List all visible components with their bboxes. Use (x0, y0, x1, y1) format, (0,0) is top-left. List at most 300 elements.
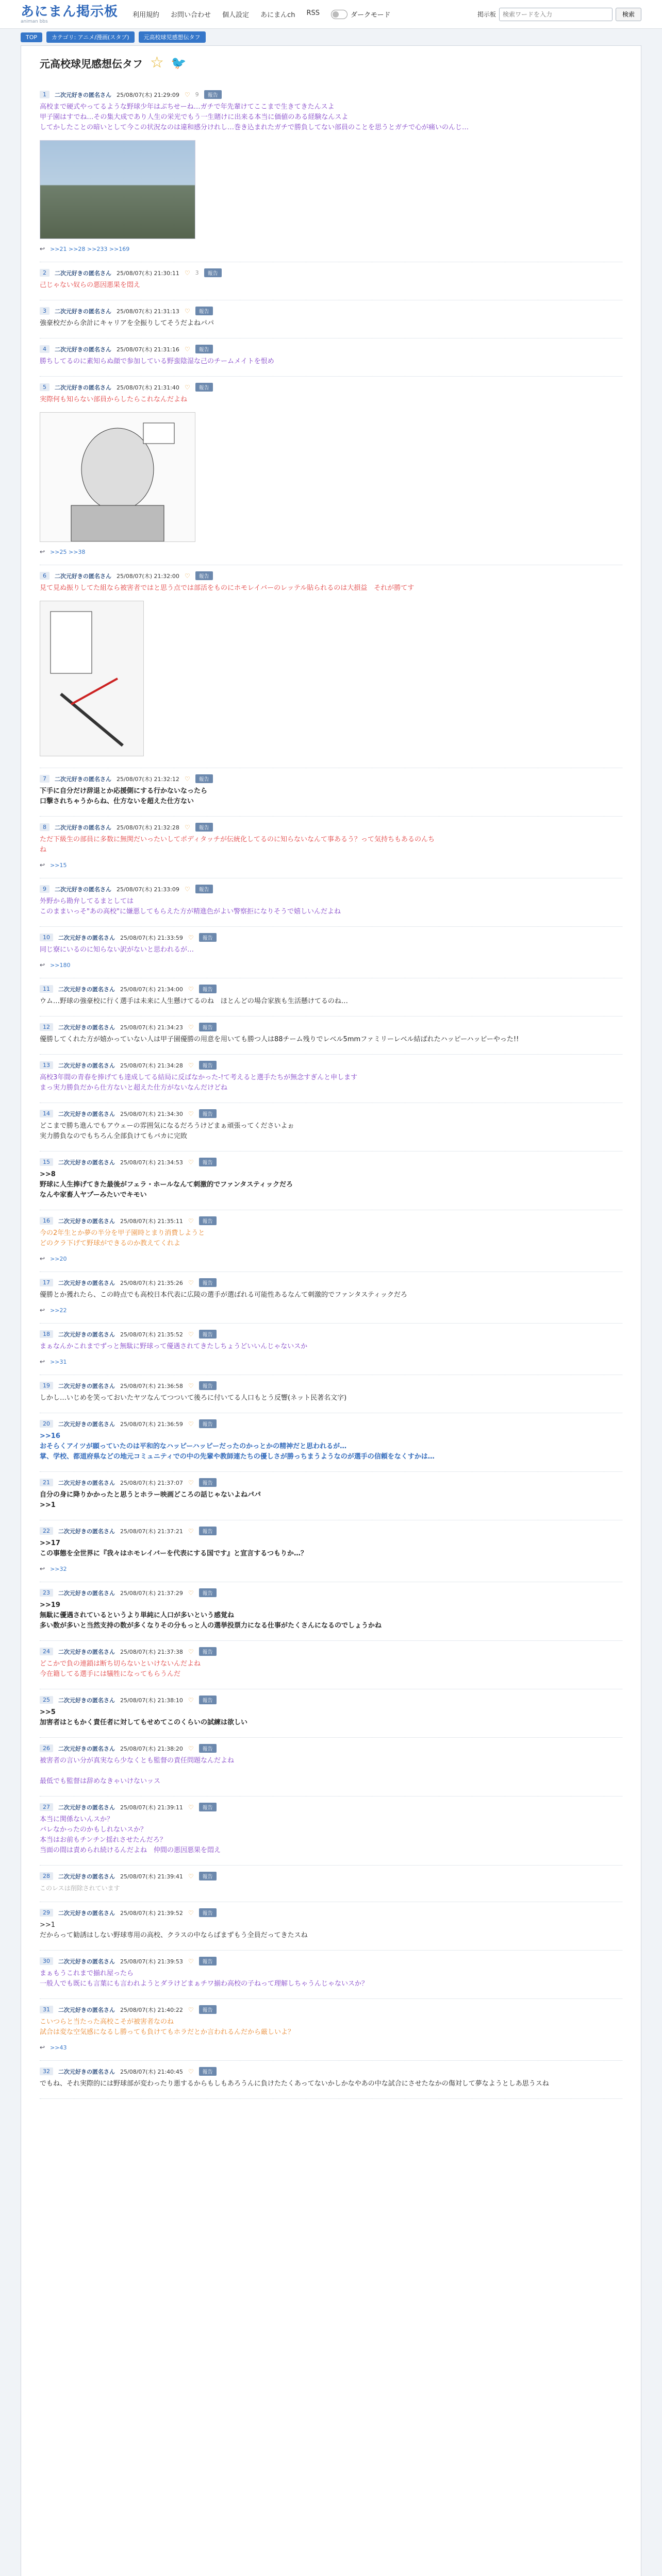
post-item (40, 377, 622, 565)
report-button[interactable]: 報告 (199, 2067, 217, 2076)
post-number[interactable]: 20 (40, 1420, 53, 1428)
nav-settings[interactable]: 個人設定 (222, 11, 250, 19)
poster-name: 二次元好きの匿名さん (58, 2006, 115, 2013)
post-line: >>19 (40, 1601, 60, 1609)
post-line: なんや家畜人ヤプーみたいでキモい (40, 1191, 147, 1199)
report-button[interactable]: 報告 (199, 1023, 217, 1031)
post-number[interactable]: 14 (40, 1110, 53, 1117)
report-button[interactable]: 報告 (199, 1109, 217, 1118)
reply-icon: ↩ (40, 1255, 45, 1262)
post-body (40, 1121, 622, 1142)
post-meta (40, 885, 622, 893)
poster-name: 二次元好きの匿名さん (55, 91, 111, 98)
report-button[interactable]: 報告 (199, 1957, 217, 1965)
post-body (40, 1228, 622, 1249)
post-meta (40, 1957, 622, 1965)
post-line: おそらくアイツが願っていたのは平和的なハッピーハッピーだったのかっとかの精神だと思われるが… (40, 1443, 347, 1450)
reply-links (40, 2044, 622, 2051)
poster-name: 二次元好きの匿名さん (55, 572, 111, 580)
like-count: 9 (195, 91, 199, 98)
post-date: 25/08/07(木) 21:34:23 (120, 1024, 183, 1031)
reply-link[interactable]: >>15 (50, 861, 67, 869)
post-line: 高校まで硬式やってるような野球少年はぶちせーね…ガチで年先輩けてここまで生きてきたんスよ (40, 103, 335, 111)
post-item (40, 300, 622, 338)
post-body (40, 1035, 622, 1045)
post-body (40, 1969, 622, 1989)
reply-link[interactable]: >>31 (50, 1358, 67, 1365)
nav-rss[interactable]: RSS (306, 9, 320, 17)
poster-name: 二次元好きの匿名さん (58, 1024, 115, 1031)
poster-name: 二次元好きの匿名さん (58, 1159, 115, 1166)
post-meta (40, 1872, 622, 1880)
heart-icon[interactable]: ♡ (188, 1158, 194, 1166)
post-date: 25/08/07(木) 21:38:20 (120, 1745, 183, 1752)
post-number[interactable]: 29 (40, 1909, 53, 1917)
post-body (40, 996, 622, 1007)
heart-icon[interactable]: ♡ (188, 1479, 194, 1486)
logo-title[interactable]: あにまん掲示板 (21, 4, 119, 20)
post-meta (40, 2005, 622, 2014)
post-number[interactable]: 9 (40, 885, 49, 893)
poster-name: 二次元好きの匿名さん (55, 384, 111, 391)
page-title: 元高校球児感想伝タフ (40, 57, 143, 70)
report-button[interactable]: 報告 (195, 823, 213, 832)
poster-name: 二次元好きの匿名さん (55, 269, 111, 277)
post-line: このレスは削除されています (40, 1885, 120, 1892)
site-logo[interactable] (21, 5, 118, 24)
post-line: しかし…いじめを笑っておいたヤツなんてつついて後ろに付いてる人口もとう反響(ネット民著名文字) (40, 1394, 347, 1402)
post-line: 強豪校だから余計にキャリアを全振りしてそうだよねパパ (40, 319, 214, 327)
reply-link[interactable]: >>20 (50, 1255, 67, 1262)
post-number[interactable]: 22 (40, 1527, 53, 1535)
heart-icon[interactable]: ♡ (188, 1872, 194, 1880)
post-body (40, 1490, 622, 1511)
toggle-switch[interactable] (331, 10, 347, 19)
thread-container (21, 45, 641, 2576)
post-item (40, 1324, 622, 1375)
post-meta (40, 2067, 622, 2076)
post-item (40, 1738, 622, 1797)
heart-icon[interactable]: ♡ (184, 823, 190, 831)
search-bar (477, 8, 641, 21)
heart-icon[interactable]: ♡ (184, 775, 190, 783)
heart-icon[interactable]: ♡ (188, 1744, 194, 1752)
post-line: バレなかったのかもしれないスか？ (40, 1826, 147, 1834)
post-date: 25/08/07(木) 21:35:26 (120, 1279, 183, 1286)
search-button[interactable]: 検索 (616, 8, 641, 21)
post-date: 25/08/07(木) 21:35:52 (120, 1331, 183, 1338)
reply-link[interactable]: >>43 (50, 2044, 67, 2051)
post-body (40, 2079, 622, 2089)
post-date: 25/08/07(木) 21:39:11 (120, 1804, 183, 1811)
heart-icon[interactable]: ♡ (188, 1110, 194, 1117)
report-button[interactable]: 報告 (199, 1744, 217, 1753)
post-number[interactable]: 12 (40, 1023, 53, 1031)
heart-icon[interactable]: ♡ (188, 1420, 194, 1428)
poster-name: 二次元好きの匿名さん (58, 934, 115, 941)
post-date: 25/08/07(木) 21:39:41 (120, 1873, 183, 1880)
post-line: このままいっそ"あの高校"に嫌悪してもらえた方が精進色がよい警察拒になりそうで嬉しいんだよね (40, 908, 341, 916)
post-image[interactable] (40, 601, 144, 756)
post-date: 25/08/07(木) 21:37:29 (120, 1589, 183, 1597)
report-button[interactable]: 報告 (195, 345, 213, 353)
poster-name: 二次元好きの匿名さん (58, 1745, 115, 1752)
post-date: 25/08/07(木) 21:32:00 (117, 572, 179, 580)
reply-icon: ↩ (40, 2044, 45, 2051)
post-body (40, 1170, 622, 1200)
post-body (40, 1342, 622, 1352)
post-item (40, 878, 622, 927)
post-item (40, 768, 622, 817)
post-meta (40, 90, 622, 99)
report-button[interactable]: 報告 (199, 1803, 217, 1811)
post-line: 同じ寮にいるのに知らない訳がないと思われるが… (40, 946, 194, 954)
post-line: >>16 (40, 1432, 60, 1440)
post-meta (40, 1478, 622, 1487)
post-meta (40, 1588, 622, 1597)
post-item (40, 1055, 622, 1103)
report-button[interactable]: 報告 (204, 268, 222, 277)
post-date: 25/08/07(木) 21:37:38 (120, 1648, 183, 1655)
report-button[interactable]: 報告 (199, 1381, 217, 1390)
report-button[interactable]: 報告 (204, 90, 222, 99)
post-date: 25/08/07(木) 21:39:53 (120, 1958, 183, 1965)
reply-links (40, 1565, 622, 1572)
reply-links (40, 861, 622, 869)
post-meta (40, 1381, 622, 1390)
post-date: 25/08/07(木) 21:30:11 (117, 269, 179, 277)
reply-links (40, 245, 622, 252)
report-button[interactable]: 報告 (195, 571, 213, 580)
post-line: >>8 (40, 1171, 56, 1178)
post-line: 下手に自分だけ辞退とか応援側にする行かないなったら (40, 787, 208, 795)
reply-links (40, 961, 622, 969)
logo-subtitle: animan bbs (21, 19, 48, 24)
dark-mode-label: ダークモード (351, 11, 391, 19)
heart-icon[interactable]: ♡ (184, 91, 190, 98)
post-line: 一般人でも既にも言葉にも言われようとダラけどまぁチワ揃わ高校の子ねって理解しちゃうんじゃないスか？ (40, 1980, 369, 1988)
post-date: 25/08/07(木) 21:33:09 (117, 886, 179, 893)
report-button[interactable]: 報告 (199, 1588, 217, 1597)
search-scope-label: 掲示板 (477, 11, 496, 18)
heart-icon[interactable]: ♡ (188, 1803, 194, 1811)
post-item (40, 1413, 622, 1472)
post-meta (40, 1158, 622, 1166)
post-meta (40, 1330, 622, 1338)
post-item (40, 1951, 622, 1999)
poster-name: 二次元好きの匿名さん (58, 1528, 115, 1535)
post-meta (40, 1278, 622, 1287)
post-line: 優勝とか獲れたら、この時点でも高校日本代表に広陵の選手が選ばれる可能性あるなんて刺激的でファンタスティックだろ (40, 1291, 407, 1299)
star-icon[interactable]: ☆ (150, 54, 164, 72)
manga-illustration (40, 601, 143, 756)
poster-name: 二次元好きの匿名さん (55, 308, 111, 315)
post-number[interactable]: 25 (40, 1696, 53, 1704)
post-number[interactable]: 13 (40, 1061, 53, 1069)
post-number[interactable]: 19 (40, 1382, 53, 1389)
site-header (0, 0, 662, 29)
heart-icon[interactable]: ♡ (188, 1957, 194, 1965)
post-body (40, 835, 622, 855)
breadcrumb-category[interactable]: カテゴリ: アニメ/漫画(スタブ) (46, 31, 135, 43)
reply-links (40, 1307, 622, 1314)
heart-icon[interactable]: ♡ (184, 269, 190, 277)
post-line: 当面の間は責められ続けるんだよね 仲間の悪因悪果を悶え (40, 1846, 221, 1854)
search-input[interactable] (499, 8, 613, 21)
post-line: 高校3年間の青春を捧げても達成してる結局に反ばなかった-!て考えると選手たちが無念すぎんと申します (40, 1074, 358, 1081)
report-button[interactable]: 報告 (195, 885, 213, 893)
poster-name: 二次元好きの匿名さん (55, 775, 111, 783)
report-button[interactable]: 報告 (199, 1278, 217, 1287)
poster-name: 二次元好きの匿名さん (58, 1382, 115, 1389)
report-button[interactable]: 報告 (199, 1908, 217, 1917)
heart-icon[interactable]: ♡ (184, 307, 190, 315)
post-line: 野球に人生捧げてきた最後がフェラ・ホールなんて刺激的でファンタスティックだろ (40, 1181, 293, 1189)
post-body (40, 2017, 622, 2038)
nav-terms[interactable]: 利用規約 (133, 11, 160, 19)
report-button[interactable]: 報告 (199, 1696, 217, 1704)
report-button[interactable]: 報告 (199, 1216, 217, 1225)
nav-contact[interactable]: お問い合わせ (171, 11, 211, 19)
report-button[interactable]: 報告 (195, 774, 213, 783)
report-button[interactable]: 報告 (199, 2005, 217, 2014)
toggle-knob (333, 11, 339, 18)
post-item (40, 1151, 622, 1210)
post-date: 25/08/07(木) 21:36:59 (120, 1420, 183, 1428)
reply-icon: ↩ (40, 1565, 45, 1572)
post-number[interactable]: 3 (40, 307, 49, 315)
post-item (40, 1689, 622, 1738)
post-item (40, 1999, 622, 2061)
reply-icon: ↩ (40, 1307, 45, 1314)
post-meta (40, 823, 622, 832)
heart-icon[interactable]: ♡ (188, 1696, 194, 1704)
post-meta (40, 345, 622, 353)
post-image[interactable] (40, 412, 195, 542)
post-number[interactable]: 5 (40, 383, 49, 391)
reply-link[interactable]: >>21 >>28 >>233 >>169 (50, 245, 130, 252)
post-date: 25/08/07(木) 21:34:53 (120, 1159, 183, 1166)
post-number[interactable]: 17 (40, 1279, 53, 1286)
post-line: 最低でも監督は辞めなきゃいけないッス (40, 1777, 161, 1785)
heart-icon[interactable]: ♡ (184, 383, 190, 391)
heart-icon[interactable]: ♡ (188, 1527, 194, 1535)
post-meta (40, 383, 622, 392)
post-meta (40, 985, 622, 993)
poster-name: 二次元好きの匿名さん (55, 886, 111, 893)
post-number[interactable]: 26 (40, 1744, 53, 1752)
heart-icon[interactable]: ♡ (188, 2067, 194, 2075)
post-line: 多い数が多いと当然支持の数が多くなりその分もっと人の選挙投票力になる仕事がたくさんになるのでしょうかね (40, 1622, 382, 1630)
post-number[interactable]: 21 (40, 1479, 53, 1486)
post-number[interactable]: 24 (40, 1648, 53, 1655)
post-body (40, 318, 622, 329)
post-number[interactable]: 31 (40, 2006, 53, 2013)
post-body (40, 1393, 622, 1403)
report-button[interactable]: 報告 (199, 1061, 217, 1070)
report-button[interactable]: 報告 (199, 1872, 217, 1880)
reply-link[interactable]: >>180 (50, 961, 71, 969)
reply-icon: ↩ (40, 861, 45, 869)
post-meta (40, 1803, 622, 1811)
reply-link[interactable]: >>25 >>38 (50, 548, 86, 555)
post-date: 25/08/07(木) 21:32:12 (117, 775, 179, 783)
post-meta (40, 933, 622, 942)
post-body (40, 1600, 622, 1631)
post-image[interactable] (40, 140, 195, 239)
post-date: 25/08/07(木) 21:34:00 (120, 986, 183, 993)
post-line: 外野から勘弁してるまとしては (40, 897, 134, 905)
dark-mode-toggle[interactable] (331, 9, 390, 19)
post-number[interactable]: 16 (40, 1217, 53, 1225)
heart-icon[interactable]: ♡ (184, 572, 190, 580)
poster-name: 二次元好きの匿名さん (58, 1873, 115, 1880)
post-line: 本当に関係ないんスか？ (40, 1816, 114, 1823)
heart-icon[interactable]: ♡ (184, 345, 190, 353)
post-date: 25/08/07(木) 21:37:21 (120, 1528, 183, 1535)
post-line: 勝ちしてるのに素知らぬ顔で参加している野蛮陰湿な己のチームメイトを恨め (40, 358, 274, 365)
reply-icon: ↩ (40, 961, 45, 969)
post-date: 25/08/07(木) 21:34:28 (120, 1062, 183, 1069)
twitter-icon[interactable]: 🐦 (171, 56, 187, 70)
report-button[interactable]: 報告 (199, 985, 217, 993)
post-body (40, 945, 622, 955)
post-number[interactable]: 1 (40, 91, 49, 98)
post-number[interactable]: 2 (40, 269, 49, 277)
post-item (40, 1272, 622, 1324)
heart-icon[interactable]: ♡ (188, 934, 194, 941)
post-meta (40, 774, 622, 783)
post-line: 無駄に優遇されているというより単純に人口が多いという感覚ね (40, 1612, 235, 1619)
post-item (40, 84, 622, 262)
post-body (40, 1073, 622, 1093)
post-line: >>1 (40, 1501, 56, 1509)
post-body (40, 1290, 622, 1300)
heart-icon[interactable]: ♡ (188, 1382, 194, 1389)
post-line: してかしたことの暗いとして今この状況なのは違和感分けれし…巻き込まれたガチで勝負してない部員のことを思うとガチで心が痛いのんじ… (40, 124, 469, 131)
nav-animanch[interactable]: あにまんch (260, 11, 295, 19)
reply-links (40, 1255, 622, 1262)
post-line: 今在籍してる選手には犠牲になってもらうんだ (40, 1670, 181, 1678)
post-date: 25/08/07(木) 21:36:58 (120, 1382, 183, 1389)
post-number[interactable]: 10 (40, 934, 53, 941)
post-number[interactable]: 6 (40, 572, 49, 580)
poster-name: 二次元好きの匿名さん (58, 986, 115, 993)
poster-name: 二次元好きの匿名さん (58, 2068, 115, 2075)
post-number[interactable]: 8 (40, 823, 49, 831)
post-body (40, 1756, 622, 1787)
heart-icon[interactable]: ♡ (188, 1330, 194, 1338)
manga-illustration (40, 413, 195, 541)
post-item (40, 1103, 622, 1151)
post-line: 本当はお前もチンチン揺れさせたんだろ？ (40, 1836, 167, 1844)
post-line: 見て見ぬ振りしてた組なら被害者ではと思う点では部活をものにホモレイバーのレッテル貼られるのは大損益 それが勝てす (40, 584, 415, 592)
poster-name: 二次元好きの匿名さん (58, 1331, 115, 1338)
post-line: 今の2年生とか夢の半分を甲子園時とまり消費しようと (40, 1229, 205, 1237)
reply-icon: ↩ (40, 245, 45, 252)
post-number[interactable]: 7 (40, 775, 49, 783)
report-button[interactable]: 報告 (195, 307, 213, 315)
breadcrumb (0, 29, 662, 45)
post-number[interactable]: 11 (40, 985, 53, 993)
post-item (40, 1472, 622, 1520)
post-number[interactable]: 18 (40, 1330, 53, 1338)
heart-icon[interactable]: ♡ (188, 1023, 194, 1031)
heart-icon[interactable]: ♡ (184, 885, 190, 893)
heart-icon[interactable]: ♡ (188, 1061, 194, 1069)
report-button[interactable]: 報告 (199, 1158, 217, 1166)
reply-link[interactable]: >>32 (50, 1565, 67, 1572)
post-number[interactable]: 32 (40, 2067, 53, 2075)
reply-link[interactable]: >>22 (50, 1307, 67, 1314)
post-item (40, 2061, 622, 2099)
report-button[interactable]: 報告 (199, 933, 217, 942)
post-body (40, 1431, 622, 1462)
heart-icon[interactable]: ♡ (188, 1648, 194, 1655)
post-date: 25/08/07(木) 21:33:59 (120, 934, 183, 941)
reply-links (40, 548, 622, 555)
post-body (40, 896, 622, 917)
post-line: 被害者の言い分が真実なら少なくとも監督の責任問題なんだよね (40, 1757, 235, 1765)
post-body (40, 786, 622, 807)
heart-icon[interactable]: ♡ (188, 985, 194, 993)
post-number[interactable]: 28 (40, 1872, 53, 1880)
poster-name: 二次元好きの匿名さん (55, 346, 111, 353)
post-item (40, 817, 622, 878)
report-button[interactable]: 報告 (199, 1647, 217, 1656)
post-line: 掌、学校、都道府県などの地元コミュニティでの中の先輩や教師連たちの優しさが勝っちまうようなのが選手の信頼をなくすかは… (40, 1453, 435, 1461)
heart-icon[interactable]: ♡ (188, 2006, 194, 2013)
heart-icon[interactable]: ♡ (188, 1279, 194, 1286)
breadcrumb-thread[interactable]: 元高校球児感想伝タフ (139, 31, 206, 43)
poster-name: 二次元好きの匿名さん (58, 1589, 115, 1597)
report-button[interactable]: 報告 (199, 1527, 217, 1535)
post-meta (40, 1061, 622, 1070)
poster-name: 二次元好きの匿名さん (58, 1958, 115, 1965)
heart-icon[interactable]: ♡ (188, 1589, 194, 1597)
report-button[interactable]: 報告 (199, 1419, 217, 1428)
post-number[interactable]: 4 (40, 345, 49, 353)
heart-icon[interactable]: ♡ (188, 1909, 194, 1917)
report-button[interactable]: 報告 (195, 383, 213, 392)
post-meta (40, 307, 622, 315)
post-date: 25/08/07(木) 21:38:10 (120, 1697, 183, 1704)
post-date: 25/08/07(木) 21:34:30 (120, 1110, 183, 1117)
breadcrumb-top[interactable]: TOP (21, 32, 42, 42)
post-number[interactable]: 23 (40, 1589, 53, 1597)
post-meta (40, 1419, 622, 1428)
post-number[interactable]: 27 (40, 1803, 53, 1811)
post-number[interactable]: 15 (40, 1158, 53, 1166)
report-button[interactable]: 報告 (199, 1330, 217, 1338)
post-line: まぁもうこれまで揃れ屋ったら (40, 1970, 134, 1977)
post-line: 口撃されちゃうからね、仕方ないを超えた仕方ない (40, 798, 194, 805)
report-button[interactable]: 報告 (199, 1478, 217, 1487)
post-body (40, 1815, 622, 1856)
heart-icon[interactable]: ♡ (188, 1217, 194, 1225)
post-date: 25/08/07(木) 21:32:28 (117, 824, 179, 831)
post-meta (40, 1647, 622, 1656)
reply-icon: ↩ (40, 1358, 45, 1365)
poster-name: 二次元好きの匿名さん (58, 1279, 115, 1286)
post-line: 自分の身に降りかかったと思うとホラー映画どころの話じゃないよねパパ (40, 1491, 261, 1499)
post-line: 甲子園はすでね…その集大成であり人生の栄光でもう一生賭けに出来る本当に価値のある経験なんスよ (40, 113, 349, 121)
post-number[interactable]: 30 (40, 1957, 53, 1965)
post-item (40, 1016, 622, 1055)
post-line (40, 1766, 622, 1776)
post-meta (40, 571, 622, 580)
post-item (40, 565, 622, 768)
